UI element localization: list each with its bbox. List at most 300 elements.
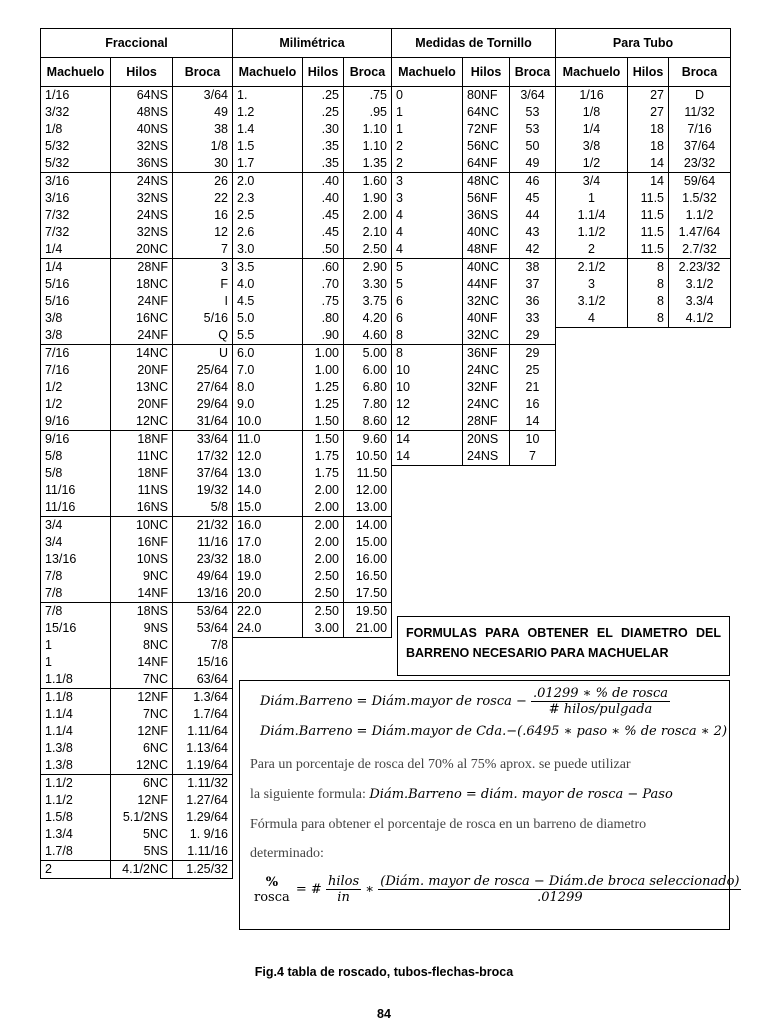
hilos-cell: 1.50 <box>303 431 344 449</box>
machuelo-cell: 4 <box>392 207 463 224</box>
machuelo-cell: 1/2 <box>41 379 111 396</box>
broca-cell: 1. 9/16 <box>173 826 233 843</box>
broca-cell: 1.11/32 <box>173 775 233 793</box>
machuelo-cell: 7/8 <box>41 585 111 603</box>
hilos-cell: 24NF <box>111 293 173 310</box>
machuelo-cell: 22.0 <box>233 603 303 621</box>
table-row <box>233 517 392 535</box>
broca-cell: D <box>669 87 731 105</box>
table-row <box>233 431 392 449</box>
table-row <box>556 276 731 293</box>
table-row <box>392 241 556 259</box>
table-row <box>392 138 556 155</box>
machuelo-cell: 4.5 <box>233 293 303 310</box>
machuelo-cell: 1.5/8 <box>41 809 111 826</box>
broca-cell: 27/64 <box>173 379 233 396</box>
hilos-cell: 48NC <box>463 173 510 191</box>
broca-cell: 3/64 <box>173 87 233 105</box>
broca-cell: 19.50 <box>344 603 392 621</box>
broca-cell: Q <box>173 327 233 345</box>
broca-cell: 7 <box>510 448 556 466</box>
table-row <box>392 379 556 396</box>
machuelo-cell: 2 <box>556 241 628 259</box>
machuelo-header: Machuelo <box>233 58 303 87</box>
broca-cell: 7 <box>173 241 233 259</box>
machuelo-cell: 14 <box>392 431 463 449</box>
hilos-cell: 24NS <box>111 173 173 191</box>
hilos-cell: 11.5 <box>628 224 669 241</box>
broca-cell: 1.25/32 <box>173 861 233 879</box>
table-row <box>233 345 392 363</box>
hilos-cell: 2.00 <box>303 499 344 517</box>
table-row <box>233 379 392 396</box>
hilos-cell: 14NC <box>111 345 173 363</box>
broca-cell: 10 <box>510 431 556 449</box>
hilos-cell: 5NC <box>111 826 173 843</box>
table-row <box>233 190 392 207</box>
broca-cell: 23/32 <box>669 155 731 173</box>
hilos-cell: 24NC <box>463 396 510 413</box>
machuelo-cell: 0 <box>392 87 463 105</box>
hilos-cell: 11.5 <box>628 190 669 207</box>
formula-1-denominator: # hilos/pulgada <box>548 702 653 717</box>
broca-cell: 1.13/64 <box>173 740 233 757</box>
machuelo-cell: 10 <box>392 362 463 379</box>
table-row <box>233 310 392 327</box>
hilos-cell: 48NF <box>463 241 510 259</box>
hilos-cell: 72NF <box>463 121 510 138</box>
table-row <box>556 224 731 241</box>
hilos-cell: 7NC <box>111 671 173 689</box>
machuelo-header: Machuelo <box>392 58 463 87</box>
broca-cell: U <box>173 345 233 363</box>
hilos-cell: .25 <box>303 104 344 121</box>
broca-cell: 2.90 <box>344 259 392 277</box>
hilos-cell: 6NC <box>111 740 173 757</box>
hilos-cell: 32NC <box>463 293 510 310</box>
formulas-title: FORMULAS PARA OBTENER EL DIAMETRO DEL BARRENO NECESARIO PARA MACHUELAR <box>406 626 721 660</box>
table-row <box>233 276 392 293</box>
broca-header: Broca <box>173 58 233 87</box>
broca-cell: 3 <box>173 259 233 277</box>
broca-cell: 22 <box>173 190 233 207</box>
broca-header: Broca <box>510 58 556 87</box>
broca-cell: 1.1/2 <box>669 207 731 224</box>
hilos-cell: 8 <box>628 259 669 277</box>
hilos-cell: 64NC <box>463 104 510 121</box>
hilos-cell: 1.00 <box>303 345 344 363</box>
hilos-cell: 6NC <box>111 775 173 793</box>
table-row <box>392 173 556 191</box>
table-row <box>233 534 392 551</box>
table-row <box>41 104 233 121</box>
hilos-cell: 16NF <box>111 534 173 551</box>
table-row <box>41 482 233 499</box>
broca-cell: 12 <box>173 224 233 241</box>
hilos-cell: 14 <box>628 155 669 173</box>
machuelo-cell: 8 <box>392 345 463 363</box>
hilos-cell: 64NS <box>111 87 173 105</box>
machuelo-cell: 10.0 <box>233 413 303 431</box>
machuelo-cell: 3 <box>392 173 463 191</box>
hilos-cell: 24NC <box>463 362 510 379</box>
machuelo-cell: 2.5 <box>233 207 303 224</box>
hilos-header: Hilos <box>303 58 344 87</box>
hilos-cell: 9NC <box>111 568 173 585</box>
page-number: 84 <box>377 1007 391 1021</box>
machuelo-cell: 1.1/4 <box>41 723 111 740</box>
machuelo-cell: 3/4 <box>556 173 628 191</box>
hilos-cell: 24NS <box>111 207 173 224</box>
machuelo-cell: 5/8 <box>41 465 111 482</box>
broca-cell: 49 <box>510 155 556 173</box>
broca-cell: 2.7/32 <box>669 241 731 259</box>
machuelo-cell: 7.0 <box>233 362 303 379</box>
machuelo-cell: 19.0 <box>233 568 303 585</box>
table-row <box>41 534 233 551</box>
broca-cell: 43 <box>510 224 556 241</box>
broca-cell: 19/32 <box>173 482 233 499</box>
machuelo-cell: 1.1/8 <box>41 689 111 707</box>
machuelo-cell: 1/2 <box>556 155 628 173</box>
broca-cell: 29/64 <box>173 396 233 413</box>
broca-cell: 2.50 <box>344 241 392 259</box>
hilos-cell: .70 <box>303 276 344 293</box>
hilos-cell: 12NF <box>111 792 173 809</box>
broca-cell: 1.3/64 <box>173 689 233 707</box>
table-row <box>233 620 392 638</box>
tornillo-body <box>392 87 556 466</box>
table-row <box>233 585 392 603</box>
table-row <box>233 413 392 431</box>
broca-cell: 6.80 <box>344 379 392 396</box>
table-row <box>41 207 233 224</box>
broca-cell: 16 <box>173 207 233 224</box>
table-row <box>41 241 233 259</box>
hilos-cell: 40NC <box>463 224 510 241</box>
machuelo-cell: 1/8 <box>556 104 628 121</box>
machuelo-cell: 3/8 <box>41 327 111 345</box>
broca-cell: 7/16 <box>669 121 731 138</box>
hilos-cell: 40NS <box>111 121 173 138</box>
broca-cell: 13.00 <box>344 499 392 517</box>
table-row <box>41 224 233 241</box>
hilos-cell: .50 <box>303 241 344 259</box>
machuelo-cell: 5 <box>392 276 463 293</box>
broca-cell: 29 <box>510 345 556 363</box>
hilos-cell: 3.00 <box>303 620 344 638</box>
broca-cell: .75 <box>344 87 392 105</box>
broca-cell: 33 <box>510 310 556 327</box>
hilos-header: Hilos <box>628 58 669 87</box>
broca-cell: 37/64 <box>173 465 233 482</box>
hilos-cell: 10NC <box>111 517 173 535</box>
broca-cell: 2.23/32 <box>669 259 731 277</box>
broca-cell: 4.20 <box>344 310 392 327</box>
hilos-cell: 1.25 <box>303 396 344 413</box>
formula-3-denominator: .01299 <box>537 890 583 905</box>
formula-3-percent <box>252 875 292 905</box>
hilos-cell: 32NC <box>463 327 510 345</box>
machuelo-cell: 6.0 <box>233 345 303 363</box>
hilos-cell: 11NS <box>111 482 173 499</box>
machuelo-cell: 1. <box>233 87 303 105</box>
hilos-cell: 7NC <box>111 706 173 723</box>
machuelo-cell: 4 <box>556 310 628 328</box>
formula-1-numerator: .01299 ∗ % de rosca <box>533 686 668 701</box>
fraccional-header: Fraccional <box>41 29 233 58</box>
table-row <box>233 396 392 413</box>
table-row <box>392 327 556 345</box>
machuelo-cell: 1 <box>41 654 111 671</box>
broca-cell: 30 <box>173 155 233 173</box>
broca-cell: 3.3/4 <box>669 293 731 310</box>
hilos-cell: 8 <box>628 276 669 293</box>
broca-cell: 1.10 <box>344 121 392 138</box>
hilos-cell: .30 <box>303 121 344 138</box>
broca-cell: 17.50 <box>344 585 392 603</box>
broca-cell: 1.35 <box>344 155 392 173</box>
machuelo-cell: 1.1/8 <box>41 671 111 689</box>
table-row <box>556 173 731 191</box>
table-row <box>556 310 731 328</box>
broca-cell: 49/64 <box>173 568 233 585</box>
table-row <box>41 190 233 207</box>
broca-cell: 6.00 <box>344 362 392 379</box>
machuelo-cell: 16.0 <box>233 517 303 535</box>
machuelo-cell: 5 <box>392 259 463 277</box>
broca-cell: 16.00 <box>344 551 392 568</box>
broca-cell: 1.11/16 <box>173 843 233 861</box>
table-row <box>41 379 233 396</box>
machuelo-cell: 2 <box>392 155 463 173</box>
table-row <box>556 190 731 207</box>
formula-3-hilos: hilos <box>327 874 360 889</box>
broca-cell: 15.00 <box>344 534 392 551</box>
table-row <box>392 310 556 327</box>
machuelo-cell: 1/16 <box>41 87 111 105</box>
hilos-cell: 5.1/2NS <box>111 809 173 826</box>
machuelo-cell: 7/32 <box>41 224 111 241</box>
broca-cell: 42 <box>510 241 556 259</box>
broca-cell: 5/8 <box>173 499 233 517</box>
machuelo-cell: 12 <box>392 396 463 413</box>
hilos-cell: 80NF <box>463 87 510 105</box>
table-row <box>233 551 392 568</box>
machuelo-cell: 8.0 <box>233 379 303 396</box>
broca-cell: 2.10 <box>344 224 392 241</box>
hilos-cell: 44NF <box>463 276 510 293</box>
table-row <box>392 104 556 121</box>
formula-3-star: ∗ <box>365 882 375 897</box>
note-4: determinado: <box>250 846 324 861</box>
hilos-cell: 14 <box>628 173 669 191</box>
hilos-cell: 32NS <box>111 224 173 241</box>
hilos-cell: 32NS <box>111 190 173 207</box>
table-row <box>41 121 233 138</box>
broca-cell: 1.7/64 <box>173 706 233 723</box>
hilos-cell: 2.50 <box>303 585 344 603</box>
hilos-cell: .25 <box>303 87 344 105</box>
broca-cell: 45 <box>510 190 556 207</box>
table-row <box>41 671 233 689</box>
machuelo-cell: 20.0 <box>233 585 303 603</box>
table-row <box>556 207 731 224</box>
broca-cell: 21.00 <box>344 620 392 638</box>
machuelo-cell: 9.0 <box>233 396 303 413</box>
table-row <box>41 585 233 603</box>
table-row <box>41 809 233 826</box>
machuelo-cell: 9/16 <box>41 431 111 449</box>
machuelo-cell: 24.0 <box>233 620 303 638</box>
broca-cell: 13/16 <box>173 585 233 603</box>
machuelo-cell: 2.0 <box>233 173 303 191</box>
hilos-cell: .80 <box>303 310 344 327</box>
table-row <box>41 293 233 310</box>
table-row <box>41 551 233 568</box>
formula-2: Diám.Barreno = Diám.mayor de Cda.−(.6495 ∗ paso ∗ % de rosca ∗ 2) <box>260 724 728 739</box>
broca-cell: 4.60 <box>344 327 392 345</box>
machuelo-cell: 15/16 <box>41 620 111 637</box>
machuelo-cell: 1.5 <box>233 138 303 155</box>
table-row <box>233 603 392 621</box>
hilos-cell: 28NF <box>463 413 510 431</box>
machuelo-cell: 5.5 <box>233 327 303 345</box>
hilos-cell: 2.50 <box>303 568 344 585</box>
hilos-cell: 12NF <box>111 723 173 740</box>
machuelo-cell: 11.0 <box>233 431 303 449</box>
hilos-header: Hilos <box>463 58 510 87</box>
broca-cell: 12.00 <box>344 482 392 499</box>
hilos-cell: 40NF <box>463 310 510 327</box>
broca-cell: 29 <box>510 327 556 345</box>
table-row <box>41 173 233 191</box>
fraccional-body <box>41 87 233 879</box>
milimetrica-table <box>232 28 392 638</box>
broca-cell: 63/64 <box>173 671 233 689</box>
broca-cell: 1.10 <box>344 138 392 155</box>
hilos-cell: 18 <box>628 138 669 155</box>
broca-cell: 7.80 <box>344 396 392 413</box>
table-row <box>233 138 392 155</box>
machuelo-cell: 1/8 <box>41 121 111 138</box>
broca-cell: 3.30 <box>344 276 392 293</box>
table-row <box>392 87 556 105</box>
table-row <box>233 293 392 310</box>
hilos-cell: 11NC <box>111 448 173 465</box>
machuelo-cell: 3 <box>392 190 463 207</box>
formula-3-in: in <box>337 890 350 905</box>
broca-cell: 1.11/64 <box>173 723 233 740</box>
table-row <box>41 448 233 465</box>
table-row <box>41 276 233 293</box>
formula-3 <box>252 874 741 905</box>
broca-cell: 25 <box>510 362 556 379</box>
fraccional-table <box>40 28 233 879</box>
broca-cell: 7/8 <box>173 637 233 654</box>
machuelo-cell: 3.0 <box>233 241 303 259</box>
table-row <box>556 104 731 121</box>
hilos-cell: 2.00 <box>303 482 344 499</box>
formula-1-fraction <box>531 686 670 717</box>
table-row <box>556 259 731 277</box>
machuelo-cell: 3/4 <box>41 534 111 551</box>
hilos-cell: 12NC <box>111 413 173 431</box>
formula-1 <box>260 686 670 717</box>
broca-cell: 5.00 <box>344 345 392 363</box>
hilos-cell: 18NF <box>111 465 173 482</box>
machuelo-cell: 5/8 <box>41 448 111 465</box>
hilos-cell: 48NS <box>111 104 173 121</box>
formulas-box <box>239 680 740 930</box>
table-row <box>41 327 233 345</box>
broca-header: Broca <box>669 58 731 87</box>
machuelo-cell: 6 <box>392 293 463 310</box>
machuelo-cell: 14.0 <box>233 482 303 499</box>
milimetrica-body <box>233 87 392 638</box>
broca-cell: 1.27/64 <box>173 792 233 809</box>
machuelo-cell: 1 <box>392 121 463 138</box>
machuelo-header: Machuelo <box>556 58 628 87</box>
table-row <box>233 173 392 191</box>
figure-caption: Fig.4 tabla de roscado, tubos-flechas-broca <box>254 965 514 979</box>
table-row <box>41 620 233 637</box>
table-row <box>392 396 556 413</box>
machuelo-cell: 3.5 <box>233 259 303 277</box>
table-row <box>233 448 392 465</box>
machuelo-cell: 17.0 <box>233 534 303 551</box>
machuelo-cell: 7/8 <box>41 568 111 585</box>
table-row <box>233 104 392 121</box>
table-row <box>41 843 233 861</box>
machuelo-cell: 12 <box>392 413 463 431</box>
table-row <box>41 706 233 723</box>
hilos-cell: 27 <box>628 104 669 121</box>
machuelo-cell: 5/32 <box>41 138 111 155</box>
broca-cell: 1.47/64 <box>669 224 731 241</box>
broca-cell: 5/16 <box>173 310 233 327</box>
machuelo-cell: 1/4 <box>41 259 111 277</box>
table-row <box>392 207 556 224</box>
broca-cell: 33/64 <box>173 431 233 449</box>
table-row <box>41 155 233 173</box>
broca-cell: 10.50 <box>344 448 392 465</box>
machuelo-cell: 13/16 <box>41 551 111 568</box>
broca-cell: 11.50 <box>344 465 392 482</box>
table-row <box>41 568 233 585</box>
table-row <box>556 121 731 138</box>
tornillo-table <box>391 28 556 466</box>
machuelo-cell: 11/16 <box>41 482 111 499</box>
hilos-cell: .45 <box>303 224 344 241</box>
broca-cell: 3/64 <box>510 87 556 105</box>
broca-cell: 37 <box>510 276 556 293</box>
table-row <box>41 499 233 517</box>
broca-cell: 26 <box>173 173 233 191</box>
table-row <box>41 517 233 535</box>
table-row <box>41 861 233 879</box>
machuelo-cell: 5.0 <box>233 310 303 327</box>
broca-cell: 37/64 <box>669 138 731 155</box>
tubo-table <box>555 28 731 328</box>
table-row <box>233 327 392 345</box>
machuelo-cell: 1.2 <box>233 104 303 121</box>
broca-cell: 15/16 <box>173 654 233 671</box>
machuelo-cell: 7/8 <box>41 603 111 621</box>
table-row <box>41 603 233 621</box>
machuelo-cell: 3/8 <box>556 138 628 155</box>
note-3: Fórmula para obtener el porcentaje de rosca en un barreno de diametro <box>250 817 647 832</box>
